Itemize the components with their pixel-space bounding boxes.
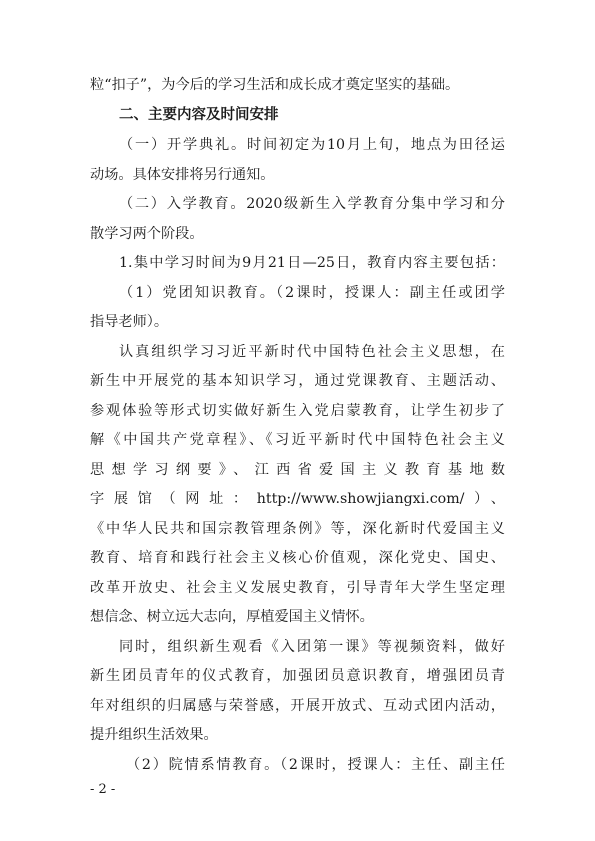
text-line: 粒“扣子”，为今后的学习生活和成长成才奠定坚实的基础。 — [90, 77, 460, 93]
text-line: 年对组织的归属感与荣誉感，开展开放式、互动式团内活动， — [90, 698, 505, 714]
text-line: （一）开学典礼。时间初定为10月上旬，地点为田径运 — [119, 137, 505, 153]
text-line: （2）院情系情教育。（2课时，授课人：主任、副主任 — [126, 757, 505, 773]
text-line: 参观体验等形式切实做好新生入党启蒙教育，让学生初步了 — [90, 403, 505, 419]
text-line: 提升组织生活效果。 — [90, 727, 218, 743]
text-line: 新生中开展党的基本知识学习，通过党课教育、主题活动、 — [90, 373, 505, 389]
text-line: 新生团员青年的仪式教育，加强团员意识教育，增强团员青 — [90, 668, 505, 684]
page-number: - 2 - — [90, 782, 116, 797]
text-line: 指导老师）。 — [90, 314, 169, 330]
text-line: （二）入学教育。2020级新生入学教育分集中学习和分 — [119, 196, 505, 212]
text-line: 同时，组织新生观看《入团第一课》等视频资料，做好 — [119, 639, 505, 655]
section-heading: 二、主要内容及时间安排 — [119, 107, 279, 123]
text-line: 字展馆（网址：http://www.showjiangxi.com/）、 — [90, 491, 505, 507]
text-line: 思想学习纲要》、江西省爱国主义教育基地数 — [90, 462, 505, 478]
text-line: 认真组织学习习近平新时代中国特色社会主义思想，在 — [119, 344, 505, 360]
text-line: 散学习两个阶段。 — [90, 226, 204, 242]
text-line: 教育、培育和践行社会主义核心价值观，深化党史、国史、 — [90, 550, 505, 566]
text-line: 想信念、树立远大志向，厚植爱国主义情怀。 — [90, 609, 374, 625]
text-line: 改革开放史、社会主义发展史教育，引导青年大学生坚定理 — [90, 580, 505, 596]
text-line: 动场。具体安排将另行通知。 — [90, 167, 275, 183]
text-line: 解《中国共产党章程》、《习近平新时代中国特色社会主义 — [90, 432, 505, 448]
text-line: 1.集中学习时间为9月21日—25日，教育内容主要包括： — [119, 255, 505, 271]
text-line: （1）党团知识教育。（2课时，授课人：副主任或团学 — [119, 285, 505, 301]
text-line: 《中华人民共和国宗教管理条例》等，深化新时代爱国主义 — [90, 521, 505, 537]
